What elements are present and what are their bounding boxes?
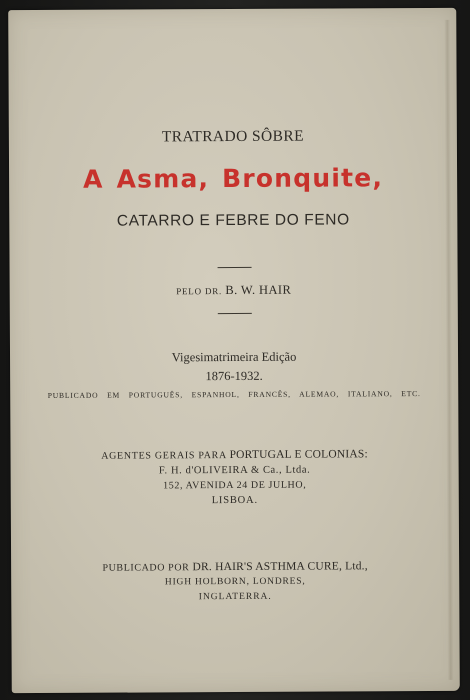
edition-text: Vigesimatrimeira Edição (171, 349, 297, 365)
publisher-country: INGLATERRA. (198, 591, 272, 603)
agents-address: 152, AVENIDA 24 DE JULHO, (163, 479, 307, 492)
publisher-prefix: PUBLICADO POR (102, 562, 190, 574)
agents-line (11, 448, 459, 462)
agents-firm: F. H. d'OLIVEIRA & Ca., Ltda. (158, 464, 311, 477)
cover-title: A Asma, Bronquite, (83, 163, 384, 194)
author-name: B. W. HAIR (225, 282, 292, 298)
author-line (10, 282, 458, 299)
publisher-line (11, 560, 459, 574)
booklet-cover (8, 8, 460, 693)
divider-top (218, 267, 252, 268)
agents-region: PORTUGAL E COLONIAS: (229, 448, 368, 462)
edition-years: 1876-1932. (205, 368, 263, 384)
agents-prefix: AGENTES GERAIS PARA (101, 450, 227, 462)
publisher-street: HIGH HOLBORN, LONDRES, (164, 576, 306, 588)
treatise-heading: TRATRADO SÔBRE (161, 127, 304, 146)
languages-line: PUBLICADO EM PORTUGUÊS, ESPANHOL, FRANCÊS, ALEMAO, ITALIANO, ETC. (47, 389, 421, 400)
agents-city: LISBOA. (211, 494, 258, 507)
author-prefix: PELO DR. (176, 286, 223, 297)
cover-subtitle: CATARRO E FEBRE DO FENO (116, 211, 350, 230)
publisher-name: DR. HAIR'S ASTHMA CURE, Ltd., (192, 560, 368, 574)
divider-bottom (218, 313, 252, 314)
